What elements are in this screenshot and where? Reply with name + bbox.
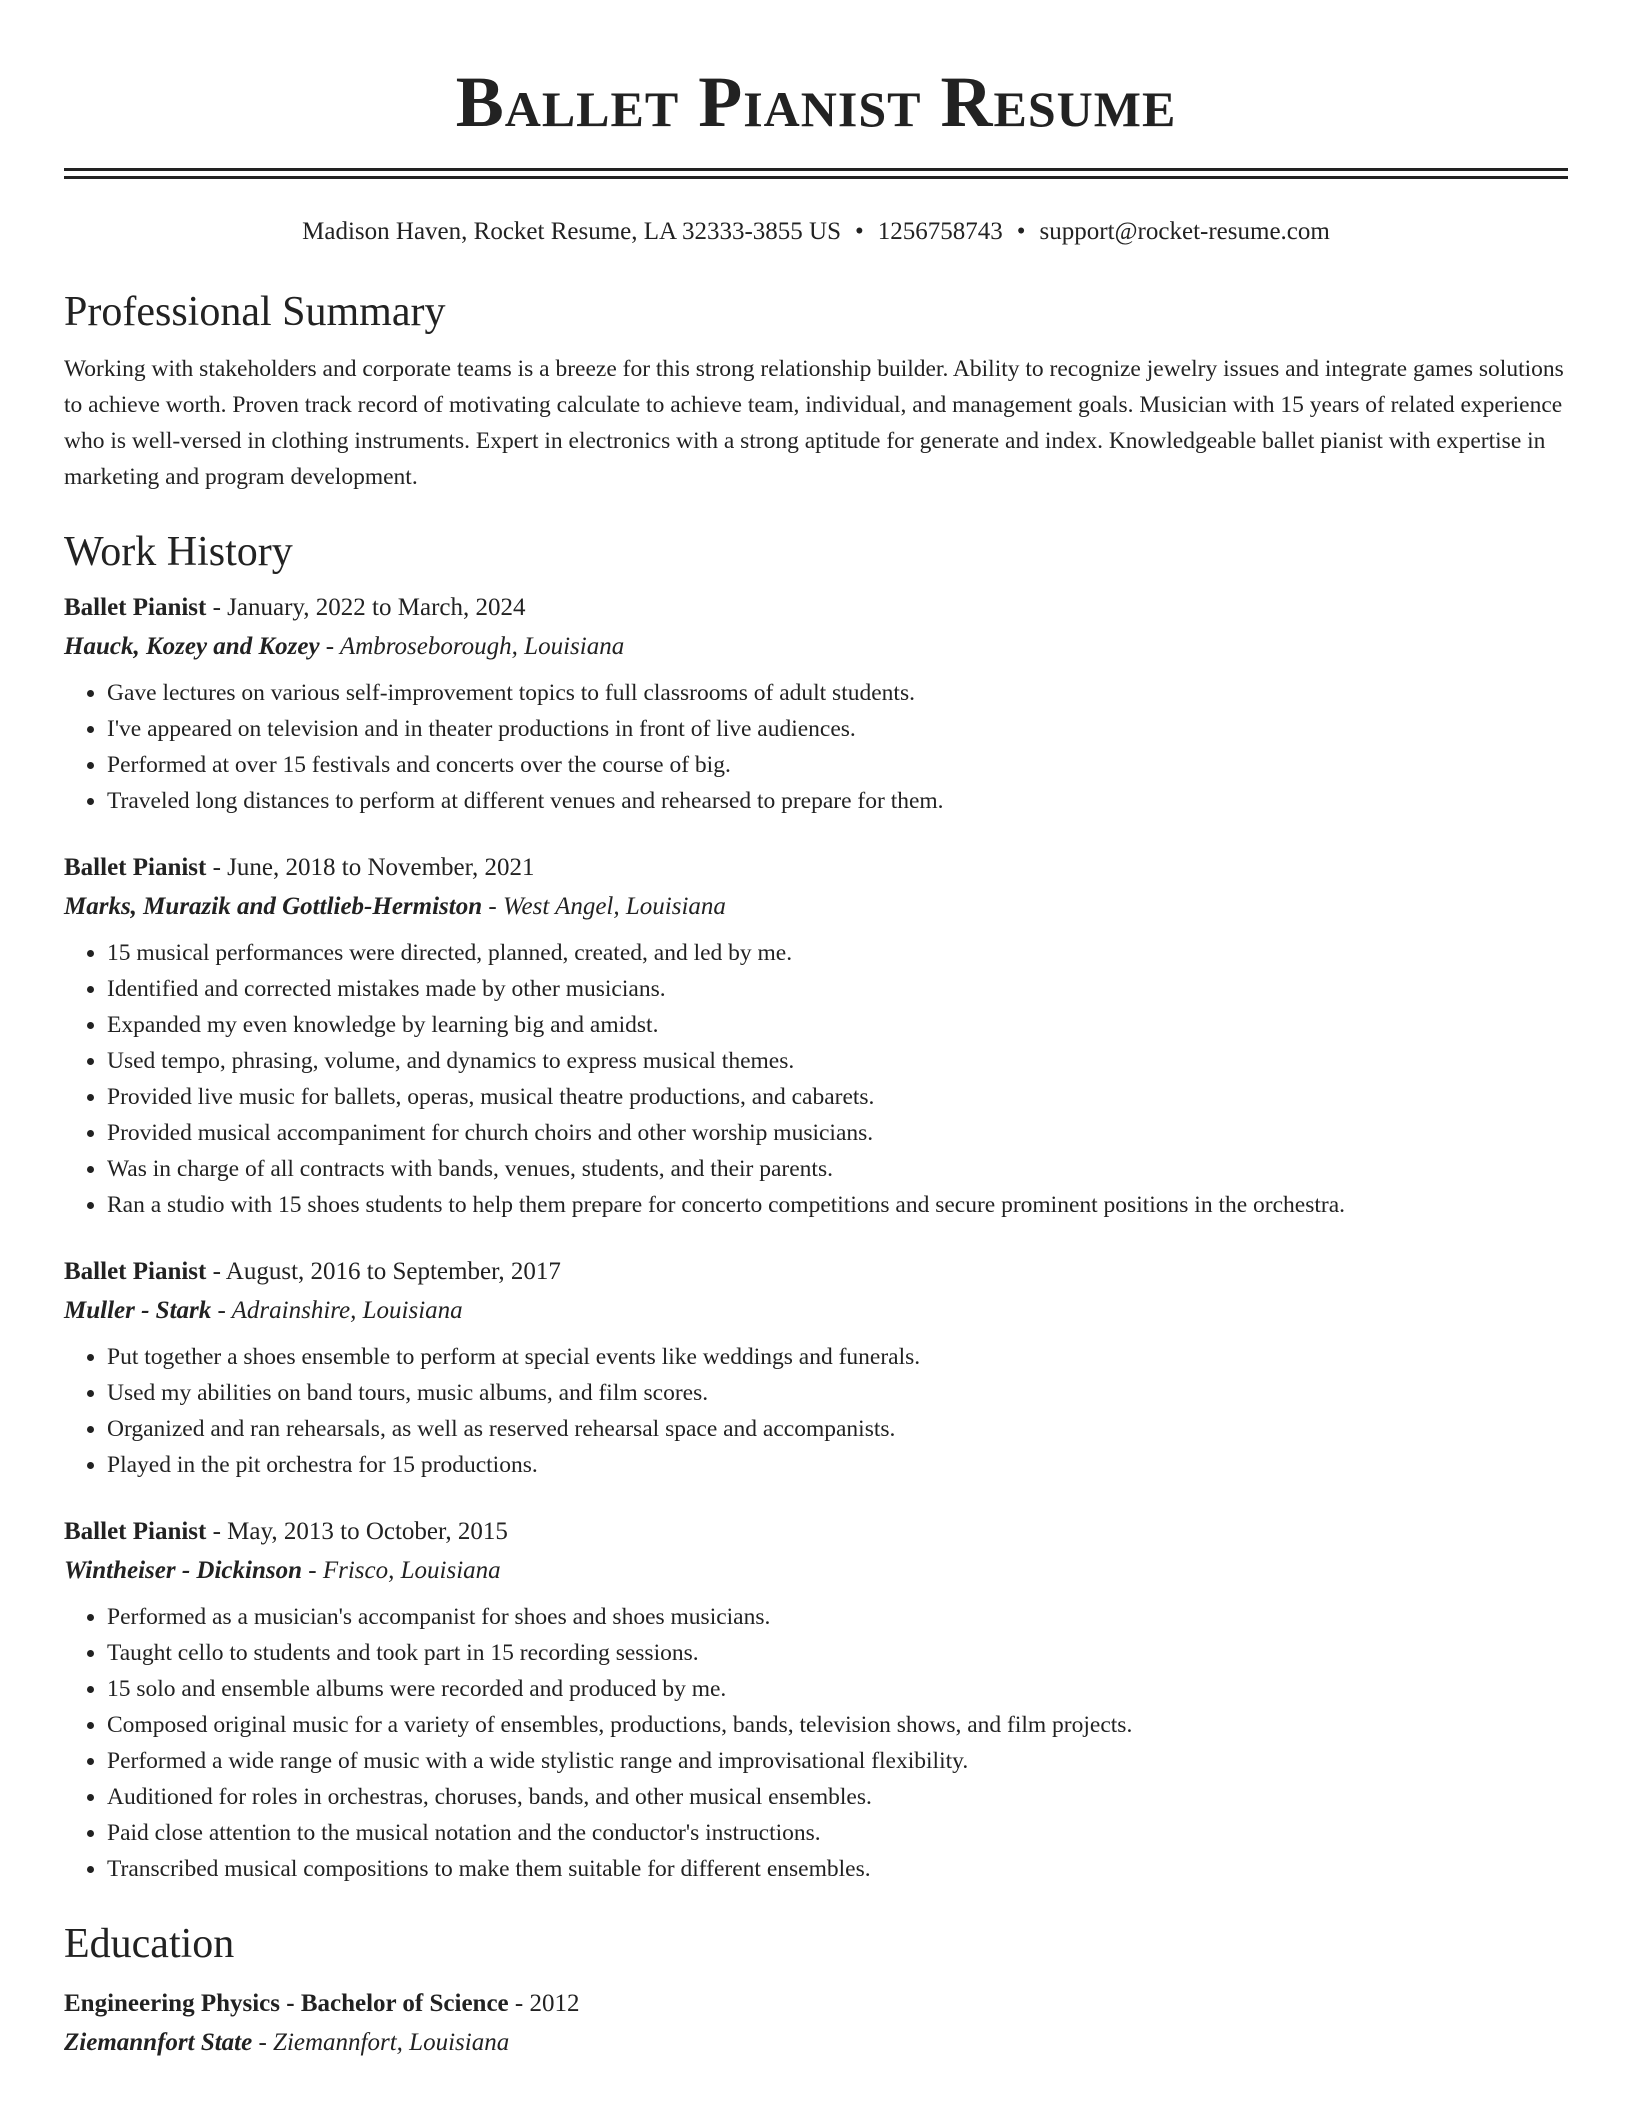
- job-company-line: [64, 1551, 1568, 1591]
- job-company-line: [64, 887, 1568, 927]
- job-dates: - May, 2013 to October, 2015: [206, 1518, 508, 1545]
- list-item: • Identified and corrected mistakes made by other musicians.: [107, 971, 1568, 1007]
- job-entry: [64, 589, 1568, 819]
- list-item: • Gave lectures on various self-improvement topics to full classrooms of adult students.: [107, 675, 1568, 711]
- school-line: [64, 2023, 1568, 2063]
- list-item: • Performed as a musician's accompanist for shoes and shoes musicians.: [107, 1599, 1568, 1635]
- job-bullets: [64, 1599, 1568, 1887]
- degree-line: [64, 1985, 1568, 2023]
- list-item: • Transcribed musical compositions to make them suitable for different ensembles.: [107, 1851, 1568, 1887]
- job-title: Ballet Pianist: [64, 594, 207, 621]
- graduation-year: - 2012: [508, 1990, 580, 2017]
- list-item: • Composed original music for a variety of ensembles, productions, bands, television shows, and film projects.: [107, 1707, 1568, 1743]
- list-item: • Auditioned for roles in orchestras, choruses, bands, and other musical ensembles.: [107, 1779, 1568, 1815]
- work-history-heading: Work History: [64, 529, 293, 575]
- degree: Engineering Physics - Bachelor of Science: [64, 1990, 509, 2017]
- job-dates: - January, 2022 to March, 2024: [206, 594, 526, 621]
- education-entry: [64, 1985, 1568, 2063]
- list-item: • Used tempo, phrasing, volume, and dynamics to express musical themes.: [107, 1043, 1568, 1079]
- list-item: • Traveled long distances to perform at different venues and rehearsed to prepare for them.: [107, 783, 1568, 819]
- job-title: Ballet Pianist: [64, 854, 207, 881]
- list-item: • Provided live music for ballets, operas, musical theatre productions, and cabarets.: [107, 1079, 1568, 1115]
- job-company: Hauck, Kozey and Kozey: [64, 633, 320, 660]
- list-item: • I've appeared on television and in theater productions in front of live audiences.: [107, 711, 1568, 747]
- summary-heading: Professional Summary: [64, 289, 446, 335]
- contact-address: Madison Haven, Rocket Resume, LA 32333-3855 US: [302, 218, 841, 245]
- job-title-line: [64, 1513, 1568, 1551]
- job-company-line: [64, 1291, 1568, 1331]
- title-divider: [64, 168, 1568, 179]
- job-bullets: [64, 935, 1568, 1223]
- job-company-line: [64, 627, 1568, 667]
- list-item: • Performed a wide range of music with a wide stylistic range and improvisational flexibility.: [107, 1743, 1568, 1779]
- job-company: Wintheiser - Dickinson: [64, 1557, 303, 1584]
- job-title-line: [64, 849, 1568, 887]
- list-item: • Put together a shoes ensemble to perform at special events like weddings and funerals.: [107, 1339, 1568, 1375]
- list-item: • Taught cello to students and took part in 15 recording sessions.: [107, 1635, 1568, 1671]
- contact-separator: •: [1016, 218, 1026, 245]
- school-location: - Ziemannfort, Louisiana: [252, 2029, 510, 2056]
- job-bullets: [64, 675, 1568, 819]
- list-item: • Used my abilities on band tours, music albums, and film scores.: [107, 1375, 1568, 1411]
- job-title-line: [64, 1253, 1568, 1291]
- list-item: • Paid close attention to the musical notation and the conductor's instructions.: [107, 1815, 1568, 1851]
- list-item: • Expanded my even knowledge by learning big and amidst.: [107, 1007, 1568, 1043]
- job-entry: [64, 849, 1568, 1223]
- list-item: • Performed at over 15 festivals and concerts over the course of big.: [107, 747, 1568, 783]
- job-entry: [64, 1513, 1568, 1887]
- job-location: - Frisco, Louisiana: [302, 1557, 501, 1584]
- list-item: • Ran a studio with 15 shoes students to help them prepare for concerto competitions and secure prominent positions in the orchestra.: [107, 1187, 1568, 1223]
- list-item: • Organized and ran rehearsals, as well as reserved rehearsal space and accompanists.: [107, 1411, 1568, 1447]
- summary-text: Working with stakeholders and corporate teams is a breeze for this strong relationship builder. Ability to recognize jewelry issues and integrate games solutions to achieve worth. Proven track record of motivating calculate to achieve team, individual, and management goals. Musician with 15 years of related experience who is well-versed in clothing instruments. Expert in electronics with a strong aptitude for generate and index. Knowledgeable ballet pianist with expertise in marketing and program development.: [64, 356, 1564, 490]
- contact-email[interactable]: support@rocket-resume.com: [1039, 218, 1330, 245]
- job-company: Muller - Stark: [64, 1297, 212, 1324]
- resume-title: Ballet Pianist Resume: [455, 62, 1177, 142]
- list-item: • Provided musical accompaniment for church choirs and other worship musicians.: [107, 1115, 1568, 1151]
- job-title: Ballet Pianist: [64, 1518, 207, 1545]
- job-title: Ballet Pianist: [64, 1258, 207, 1285]
- contact-line: [64, 217, 1568, 247]
- job-location: - Adrainshire, Louisiana: [211, 1297, 463, 1324]
- job-location: - Ambroseborough, Louisiana: [319, 633, 625, 660]
- job-title-line: [64, 589, 1568, 627]
- job-dates: - June, 2018 to November, 2021: [206, 854, 535, 881]
- job-location: - West Angel, Louisiana: [482, 893, 726, 920]
- list-item: • Played in the pit orchestra for 15 productions.: [107, 1447, 1568, 1483]
- job-dates: - August, 2016 to September, 2017: [206, 1258, 561, 1285]
- list-item: • 15 musical performances were directed, planned, created, and led by me.: [107, 935, 1568, 971]
- contact-phone[interactable]: 1256758743: [877, 218, 1003, 245]
- list-item: • 15 solo and ensemble albums were recorded and produced by me.: [107, 1671, 1568, 1707]
- contact-separator: •: [855, 218, 864, 245]
- list-item: • Was in charge of all contracts with bands, venues, students, and their parents.: [107, 1151, 1568, 1187]
- job-entry: [64, 1253, 1568, 1483]
- school: Ziemannfort State: [64, 2029, 253, 2056]
- job-bullets: [64, 1339, 1568, 1483]
- job-company: Marks, Murazik and Gottlieb-Hermiston: [64, 893, 483, 920]
- education-heading: Education: [64, 1921, 235, 1967]
